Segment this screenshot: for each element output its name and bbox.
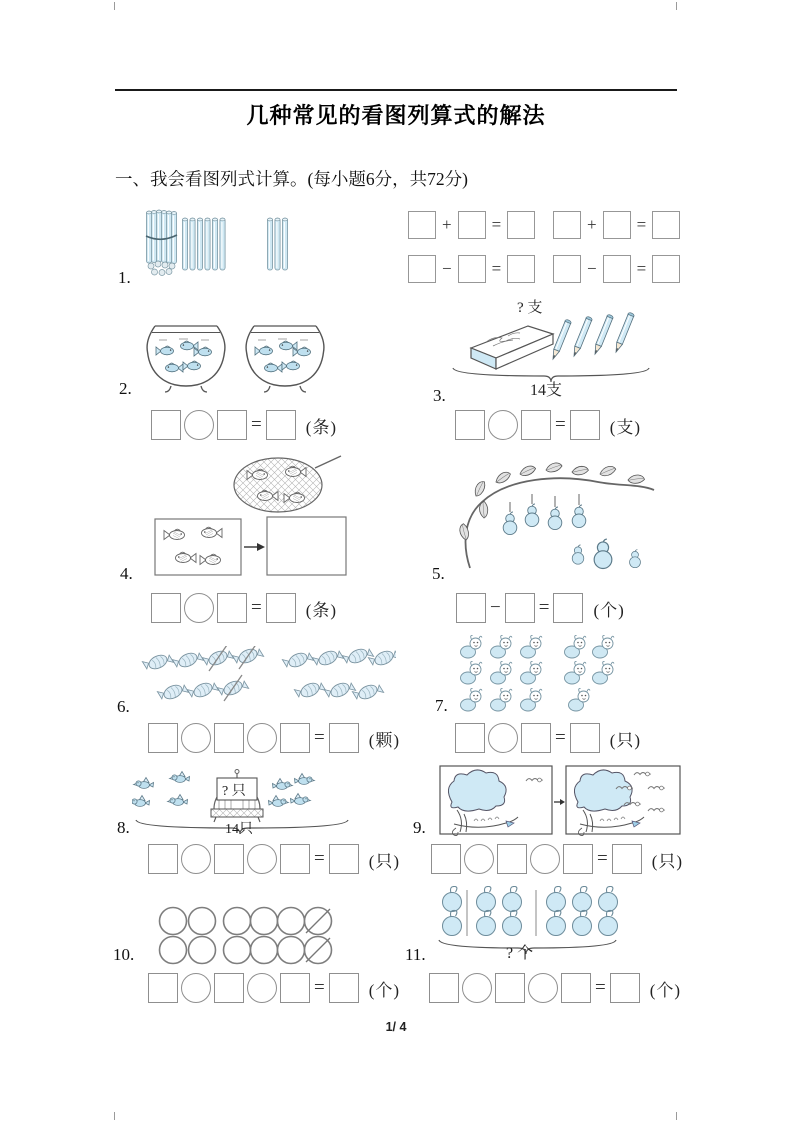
- gourd-icon: [594, 539, 612, 568]
- answer-box[interactable]: [563, 844, 593, 874]
- fish-net-illustration: [145, 455, 347, 579]
- pencil-icon: [592, 314, 614, 355]
- circle-shape: [189, 937, 216, 964]
- circle-shape: [224, 908, 251, 935]
- circle-shape: [189, 908, 216, 935]
- answer-box[interactable]: [148, 973, 178, 1003]
- answer-box[interactable]: [280, 844, 310, 874]
- circles-illustration: [156, 904, 342, 966]
- candies-illustration: [138, 646, 396, 716]
- animal-icon: [593, 661, 615, 684]
- candy-icon: [187, 678, 218, 703]
- bird-icon: [168, 795, 188, 806]
- animal-icon: [461, 661, 483, 684]
- pencil-case-icon: [471, 326, 553, 369]
- unit-label: (个): [649, 980, 682, 1000]
- animal-icon: [593, 635, 615, 658]
- answer-box[interactable]: [455, 723, 485, 753]
- gourd-icon: [525, 504, 539, 527]
- total-label: 14支: [530, 382, 563, 399]
- problem-number: 9.: [413, 818, 426, 837]
- operator-circle[interactable]: [181, 973, 211, 1003]
- section-heading: 一、我会看图列式计算。(每小题6分，共72分): [115, 169, 468, 189]
- circle-shape: [278, 908, 305, 935]
- operator-circle[interactable]: [530, 844, 560, 874]
- p1-equation-4: [553, 255, 680, 283]
- page-title: 几种常见的看图列算式的解法: [246, 103, 546, 128]
- fishbowls-illustration: [146, 314, 328, 398]
- answer-box[interactable]: [455, 410, 485, 440]
- answer-box[interactable]: [214, 844, 244, 874]
- answer-box[interactable]: [553, 255, 581, 283]
- bird-icon: [170, 772, 190, 783]
- fishbowl-icon: [246, 326, 324, 392]
- question-label: ? 支: [517, 300, 543, 316]
- operator-circle[interactable]: [184, 593, 214, 623]
- answer-box[interactable]: [603, 255, 631, 283]
- equals-sign: =: [314, 727, 325, 748]
- p7-equation-row: [455, 723, 641, 753]
- p2-equation-row: [151, 410, 337, 440]
- answer-box[interactable]: [151, 593, 181, 623]
- problem-number: 11.: [405, 945, 426, 964]
- minus-sign: −: [442, 259, 452, 278]
- bird-icon: [273, 779, 293, 790]
- result-box[interactable]: [610, 973, 640, 1003]
- stick-bundle-icon: [146, 210, 177, 276]
- answer-box[interactable]: [214, 723, 244, 753]
- equals-sign: =: [491, 215, 502, 234]
- answer-box[interactable]: [553, 211, 581, 239]
- result-box[interactable]: [507, 255, 535, 283]
- equals-sign: =: [597, 848, 608, 869]
- fishbowl-icon: [147, 326, 225, 392]
- p1-equation-3: [408, 255, 535, 283]
- sticks-illustration: [143, 208, 303, 282]
- crop-mark: [676, 1112, 677, 1120]
- crop-mark: [114, 1112, 115, 1120]
- fruit-icon: [547, 886, 566, 911]
- candy-icon: [142, 650, 173, 675]
- animal-icon: [565, 635, 587, 658]
- gourd-icon: [630, 550, 641, 568]
- animal-icon: [569, 688, 591, 711]
- gourd-icon: [548, 507, 562, 530]
- answer-box[interactable]: [408, 255, 436, 283]
- result-box[interactable]: [329, 723, 359, 753]
- gourd-icon: [572, 545, 584, 564]
- arrow-icon: [244, 543, 265, 551]
- operator-circle[interactable]: [184, 410, 214, 440]
- answer-box[interactable]: [431, 844, 461, 874]
- problem-number: 4.: [120, 564, 133, 583]
- problem-number: 2.: [119, 379, 132, 398]
- candy-icon: [368, 646, 396, 670]
- gourd-icon: [572, 505, 586, 528]
- total-label: 14只: [225, 822, 253, 837]
- answer-box[interactable]: [408, 211, 436, 239]
- answer-box[interactable]: [458, 211, 486, 239]
- birds-cage-illustration: [132, 764, 398, 838]
- animal-icon: [491, 661, 513, 684]
- result-box[interactable]: [570, 723, 600, 753]
- fruit-icon: [547, 910, 566, 935]
- fruit-icon: [599, 886, 618, 911]
- empty-answer-frame: [267, 517, 346, 575]
- candy-icon: [352, 680, 383, 705]
- animal-icon: [491, 635, 513, 658]
- p1-equation-2: [553, 211, 680, 239]
- operator-circle[interactable]: [247, 723, 277, 753]
- fruit-icon: [477, 886, 496, 911]
- animal-icon: [521, 635, 543, 658]
- animal-icon: [521, 661, 543, 684]
- unit-label: (个): [593, 600, 625, 620]
- equals-sign: =: [555, 414, 566, 435]
- circle-shape: [160, 937, 187, 964]
- operator-circle[interactable]: [247, 973, 277, 1003]
- p6-equation-row: [148, 723, 400, 753]
- pencil-icon: [613, 312, 635, 353]
- unit-label: (只): [368, 851, 401, 871]
- page-number: 1/ 4: [385, 1020, 407, 1034]
- p3-equation-row: [455, 410, 641, 440]
- plus-sign: +: [442, 215, 452, 234]
- answer-box[interactable]: [497, 844, 527, 874]
- operator-circle[interactable]: [464, 844, 494, 874]
- fruit-icon: [443, 886, 462, 911]
- equals-sign: =: [491, 259, 502, 278]
- animal-icon: [565, 661, 587, 684]
- answer-box[interactable]: [521, 723, 551, 753]
- candy-icon: [172, 648, 203, 673]
- animals-illustration: [455, 630, 660, 712]
- fish-group-box: [155, 519, 241, 575]
- equals-sign: =: [314, 848, 325, 869]
- candy-icon: [312, 646, 343, 670]
- unit-label: (个): [368, 980, 401, 1000]
- answer-box[interactable]: [280, 973, 310, 1003]
- problem-number: 8.: [117, 818, 130, 837]
- equals-sign: =: [314, 977, 325, 998]
- plus-sign: +: [587, 215, 597, 234]
- circle-shape: [278, 937, 305, 964]
- problem-number: 3.: [433, 386, 446, 405]
- result-box[interactable]: [652, 211, 680, 239]
- crop-mark: [676, 2, 677, 10]
- answer-box[interactable]: [603, 211, 631, 239]
- result-box[interactable]: [329, 973, 359, 1003]
- candy-icon: [157, 680, 188, 705]
- operator-circle[interactable]: [462, 973, 492, 1003]
- p10-equation-row: [148, 973, 400, 1003]
- result-box[interactable]: [329, 844, 359, 874]
- fruit-icon: [503, 886, 522, 911]
- problem-number: 6.: [117, 697, 130, 716]
- operator-circle[interactable]: [488, 723, 518, 753]
- result-box[interactable]: [652, 255, 680, 283]
- animal-icon: [491, 688, 513, 711]
- unit-label: (条): [305, 600, 338, 620]
- operator-circle[interactable]: [181, 723, 211, 753]
- result-box[interactable]: [266, 593, 296, 623]
- single-sticks-icon: [182, 218, 225, 270]
- p11-equation-row: [429, 973, 681, 1003]
- animal-icon: [461, 635, 483, 658]
- result-box[interactable]: [570, 410, 600, 440]
- crop-mark: [114, 2, 115, 10]
- fruit-icon: [573, 910, 592, 935]
- circle-shape: [251, 908, 278, 935]
- minus-sign: −: [587, 259, 597, 278]
- answer-box[interactable]: [148, 844, 178, 874]
- problem-number: 7.: [435, 696, 448, 715]
- answer-box[interactable]: [148, 723, 178, 753]
- fruit-icon: [477, 910, 496, 935]
- equals-sign: =: [555, 727, 566, 748]
- equals-sign: =: [251, 414, 262, 435]
- candy-icon: [324, 678, 355, 703]
- minus-sign: −: [490, 597, 501, 618]
- answer-box[interactable]: [151, 410, 181, 440]
- gourd-icon: [503, 512, 517, 535]
- fruit-icon: [503, 910, 522, 935]
- answer-box[interactable]: [217, 593, 247, 623]
- p8-equation-row: [148, 844, 400, 874]
- circle-shape: [251, 937, 278, 964]
- equals-sign: =: [636, 259, 647, 278]
- three-sticks-icon: [267, 218, 287, 270]
- bird-icon: [291, 794, 311, 805]
- bird-icon: [295, 774, 315, 785]
- operator-circle[interactable]: [247, 844, 277, 874]
- answer-box[interactable]: [495, 973, 525, 1003]
- operator-circle[interactable]: [488, 410, 518, 440]
- fruit-icon: [573, 886, 592, 911]
- problem-number: 10.: [113, 945, 135, 964]
- net-icon: [234, 456, 341, 512]
- result-box[interactable]: [553, 593, 583, 623]
- gourd-vine-illustration: [448, 460, 662, 572]
- tree-birds-illustration: [438, 764, 684, 838]
- answer-box[interactable]: [521, 410, 551, 440]
- p5-equation-row: [456, 593, 625, 623]
- unit-label: (只): [651, 851, 684, 871]
- unit-label: (颗): [368, 730, 401, 750]
- result-box[interactable]: [507, 211, 535, 239]
- p1-equation-1: [408, 211, 535, 239]
- result-box[interactable]: [266, 410, 296, 440]
- header-rule: [115, 89, 677, 91]
- answer-box[interactable]: [429, 973, 459, 1003]
- arrow-icon: [554, 799, 565, 805]
- circle-shape: [224, 937, 251, 964]
- candy-icon: [282, 648, 313, 673]
- fruit-icon: [599, 910, 618, 935]
- bird-icon: [269, 796, 289, 807]
- unit-label: (只): [609, 730, 642, 750]
- problem-number: 1.: [118, 268, 131, 287]
- problem-number: 5.: [432, 564, 445, 583]
- circle-shape: [160, 908, 187, 935]
- candy-icon: [342, 646, 373, 668]
- answer-box[interactable]: [217, 410, 247, 440]
- equals-sign: =: [251, 597, 262, 618]
- bird-icon: [132, 796, 150, 807]
- candy-icon: [294, 678, 325, 703]
- answer-box[interactable]: [280, 723, 310, 753]
- answer-box[interactable]: [214, 973, 244, 1003]
- answer-box[interactable]: [561, 973, 591, 1003]
- total-question-label: ? 个: [506, 945, 534, 962]
- fruit-icon: [443, 910, 462, 935]
- animal-icon: [521, 688, 543, 711]
- bird-icon: [134, 778, 154, 789]
- answer-box[interactable]: [456, 593, 486, 623]
- operator-circle[interactable]: [181, 844, 211, 874]
- p4-equation-row: [151, 593, 337, 623]
- unit-label: (支): [609, 417, 642, 437]
- result-box[interactable]: [612, 844, 642, 874]
- operator-circle[interactable]: [528, 973, 558, 1003]
- pencil-icon: [571, 316, 593, 357]
- p9-equation-row: [431, 844, 683, 874]
- equals-sign: =: [538, 597, 550, 618]
- equals-sign: =: [636, 215, 647, 234]
- answer-box[interactable]: [458, 255, 486, 283]
- equals-sign: =: [595, 977, 606, 998]
- pencils-illustration: [448, 296, 662, 388]
- animal-icon: [461, 688, 483, 711]
- answer-box[interactable]: [505, 593, 535, 623]
- unit-label: (条): [305, 417, 338, 437]
- cage-question-label: ? 只: [222, 784, 246, 799]
